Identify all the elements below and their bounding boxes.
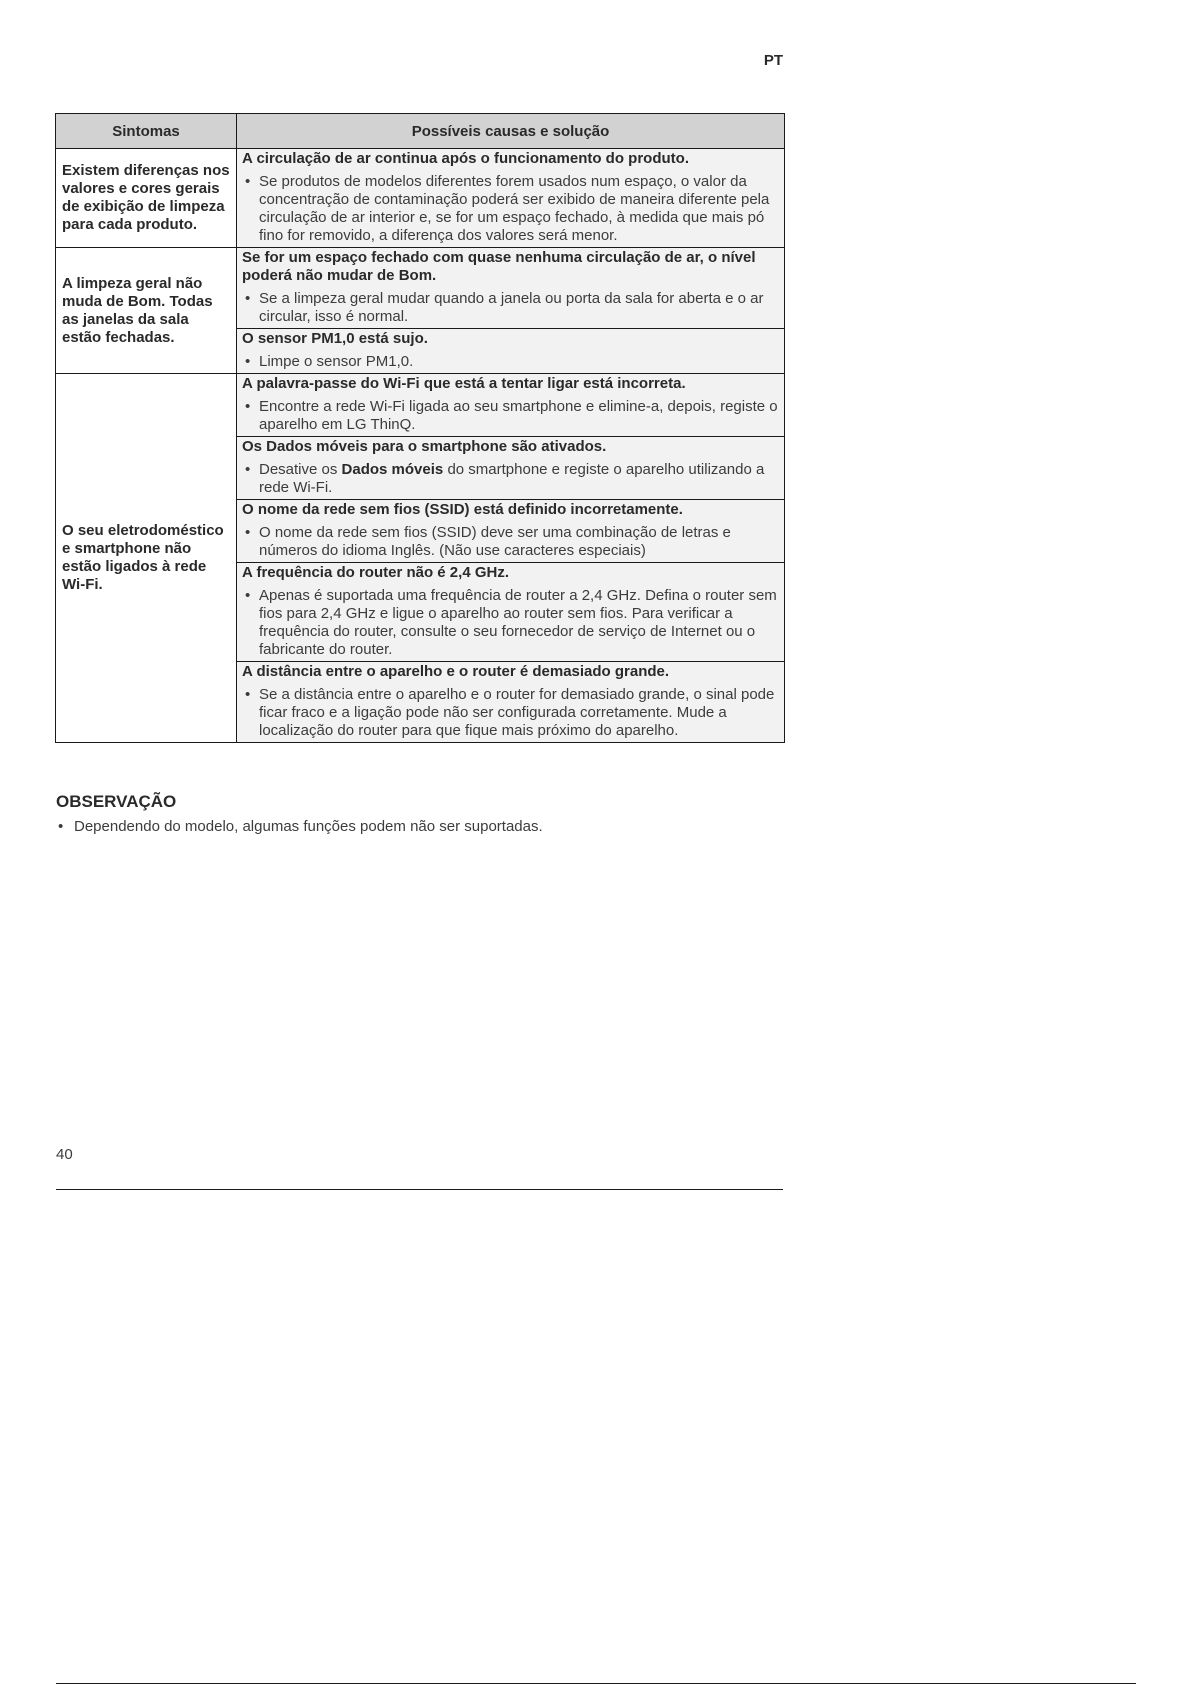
solution-item [242,173,780,245]
bullet-icon: • [245,398,251,415]
table-row [56,374,785,743]
solution-text-post: do smartphone e registe o aparelho utilizando a rede Wi-Fi. [259,461,765,496]
solution-text: Se produtos de modelos diferentes forem usados num espaço, o valor da concentração de contaminação poderá ser exibido de maneira diferente pela circulação de ar interior e, se for um espaço fechado, à medida que mais pó fino for removido, a diferença dos valores será menor. [259,173,770,244]
language-label: PT [763,52,783,69]
solution-text: Encontre a rede Wi-Fi ligada ao seu smartphone e elimine-a, depois, registe o aparelho em LG ThinQ. [259,398,778,433]
cause-title: A circulação de ar continua após o funcionamento do produto. [242,150,689,167]
bullet-icon: • [58,818,64,835]
solution-text: Se a limpeza geral mudar quando a janela ou porta da sala for aberta e o ar circular, isso é normal. [259,290,764,325]
cause-title: A palavra-passe do Wi-Fi que está a tentar ligar está incorreta. [242,375,686,392]
causes-cell [237,374,785,743]
symptom-cell: A limpeza geral não muda de Bom. Todas as janelas da sala estão fechadas. [56,248,237,374]
table-row [56,149,785,248]
cause-block [237,248,784,328]
cause-title: Se for um espaço fechado com quase nenhuma circulação de ar, o nível poderá não mudar de Bom. [242,249,756,284]
solution-item [242,587,780,659]
solution-text: O nome da rede sem fios (SSID) deve ser uma combinação de letras e números do idioma Inglês. (Não use caracteres especiais) [259,524,731,559]
table-row [56,248,785,374]
solution-text: Apenas é suportada uma frequência de router a 2,4 GHz. Defina o router sem fios para 2,4 GHz e ligue o aparelho ao router sem fios. Para verificar a frequência do router, consulte o seu fornecedor de serviço de Internet ou o fabricante do router. [259,587,777,658]
solution-text-pre: Desative os [259,461,338,478]
column-header-causes: Possíveis causas e solução [237,114,785,149]
solution-text-bold: Dados móveis [341,461,444,478]
cause-block [237,436,784,499]
cause-block [237,499,784,562]
cause-title: O nome da rede sem fios (SSID) está definido incorretamente. [242,501,683,518]
cause-block [237,149,784,247]
cause-block [237,661,784,742]
solution-item [242,686,780,740]
solution-item [242,398,780,434]
bullet-icon: • [245,461,251,478]
causes-cell [237,149,785,248]
cause-block [237,374,784,436]
solution-item [242,461,780,497]
symptom-cell: O seu eletrodoméstico e smartphone não estão ligados à rede Wi-Fi. [56,374,237,743]
solution-item [242,353,780,371]
bullet-icon: • [245,587,251,604]
cause-block [237,328,784,373]
note-title: OBSERVAÇÃO [56,792,177,811]
bullet-icon: • [245,290,251,307]
cause-block [237,562,784,661]
troubleshooting-table [55,113,785,743]
solution-item [242,290,780,326]
bullet-icon: • [245,353,251,370]
causes-cell [237,248,785,374]
column-header-symptoms: Sintomas [56,114,237,149]
footer-divider [56,1189,783,1190]
bullet-icon: • [245,686,251,703]
bullet-icon: • [245,173,251,190]
bullet-icon: • [245,524,251,541]
solution-text: Limpe o sensor PM1,0. [259,353,414,370]
cause-title: A frequência do router não é 2,4 GHz. [242,564,509,581]
cause-title: O sensor PM1,0 está sujo. [242,330,428,347]
page-number: 40 [56,1146,73,1163]
cause-title: Os Dados móveis para o smartphone são ativados. [242,438,607,455]
solution-text: Se a distância entre o aparelho e o router for demasiado grande, o sinal pode ficar fraco e a ligação pode não ser configurada corretamente. Mude a localização do router para que fique mais próximo do aparelho. [259,686,775,739]
table-header-row [56,114,785,149]
note-item [58,818,543,835]
cause-title: A distância entre o aparelho e o router é demasiado grande. [242,663,670,680]
symptom-cell: Existem diferenças nos valores e cores gerais de exibição de limpeza para cada produto. [56,149,237,248]
solution-item [242,524,780,560]
note-text: Dependendo do modelo, algumas funções podem não ser suportadas. [74,818,543,835]
